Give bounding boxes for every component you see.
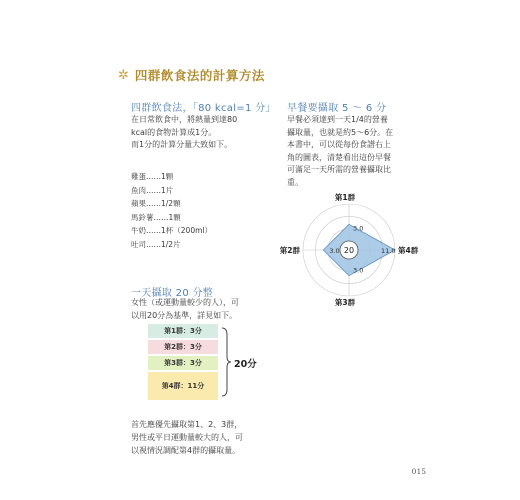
radar-value-label: 3.0 [353,266,364,275]
breakfast-paragraph: 早餐必須達到一天1/4的營養 攝取量，也就是約5～6分。在 本書中，可以從每份食譜右上 角的圖表，清楚看出這份早餐 可滿足一天所需的營養攝取比 重。 [287,115,394,187]
radar-center-label: 20 [343,246,355,255]
group2-bar: 第2群：3分 [148,340,218,354]
section-title [118,66,265,84]
four-groups-heading: 四群飲食法，「80 kcal=1 分」 [131,103,276,114]
radar-value-label: 3.0 [353,224,364,233]
radar-axis-label: 第3群 [334,298,356,307]
group1-bar: 第1群：3分 [148,324,218,338]
radar-value-label: 3.0 [329,247,340,255]
brace-icon [221,327,231,397]
radar-axis-label: 第4群 [398,246,419,255]
portion-list [131,170,212,251]
daily-heading: 一天攝取 20 分整 [131,288,214,299]
daily-paragraph: 女性（或運動量較少的人），可 以用20分為基準，詳見如下。 [131,298,239,320]
group3-bar: 第3群：3分 [148,356,218,370]
sun-icon: ✲ [118,67,129,83]
list-item: 牛奶……1杯（200ml） [131,226,212,235]
list-item: 雞蛋……1顆 [131,172,174,181]
total-label: 20分 [234,359,257,370]
radar-value-label: 11.0 [381,247,396,255]
list-item: 魚肉……1片 [131,185,174,195]
radar-axis-label: 第1群 [334,193,356,202]
four-groups-paragraph: 在日常飲食中，將熱量到達80 kcal的食物計算成1分。 而1分的計算分量大致如下。 [131,115,238,149]
radar-axis-label: 第2群 [279,246,300,255]
footer-paragraph: 首先應優先攝取第1、2、3群， 男性或平日運動量較大的人，可 以視情況調配第4群的攝取量。 [131,420,243,455]
radar-chart [277,190,427,310]
breakfast-heading: 早餐要攝取 5 ～ 6 分 [287,103,387,114]
list-item: 吐司……1/2片 [131,239,181,249]
list-item: 馬鈴薯……1顆 [131,212,181,222]
page-number: 015 [411,467,426,476]
list-item: 蘋果……1/2顆 [131,199,181,208]
page-title: 四群飲食法的計算方法 [134,68,265,83]
group4-bar: 第4群：11分 [148,372,218,400]
